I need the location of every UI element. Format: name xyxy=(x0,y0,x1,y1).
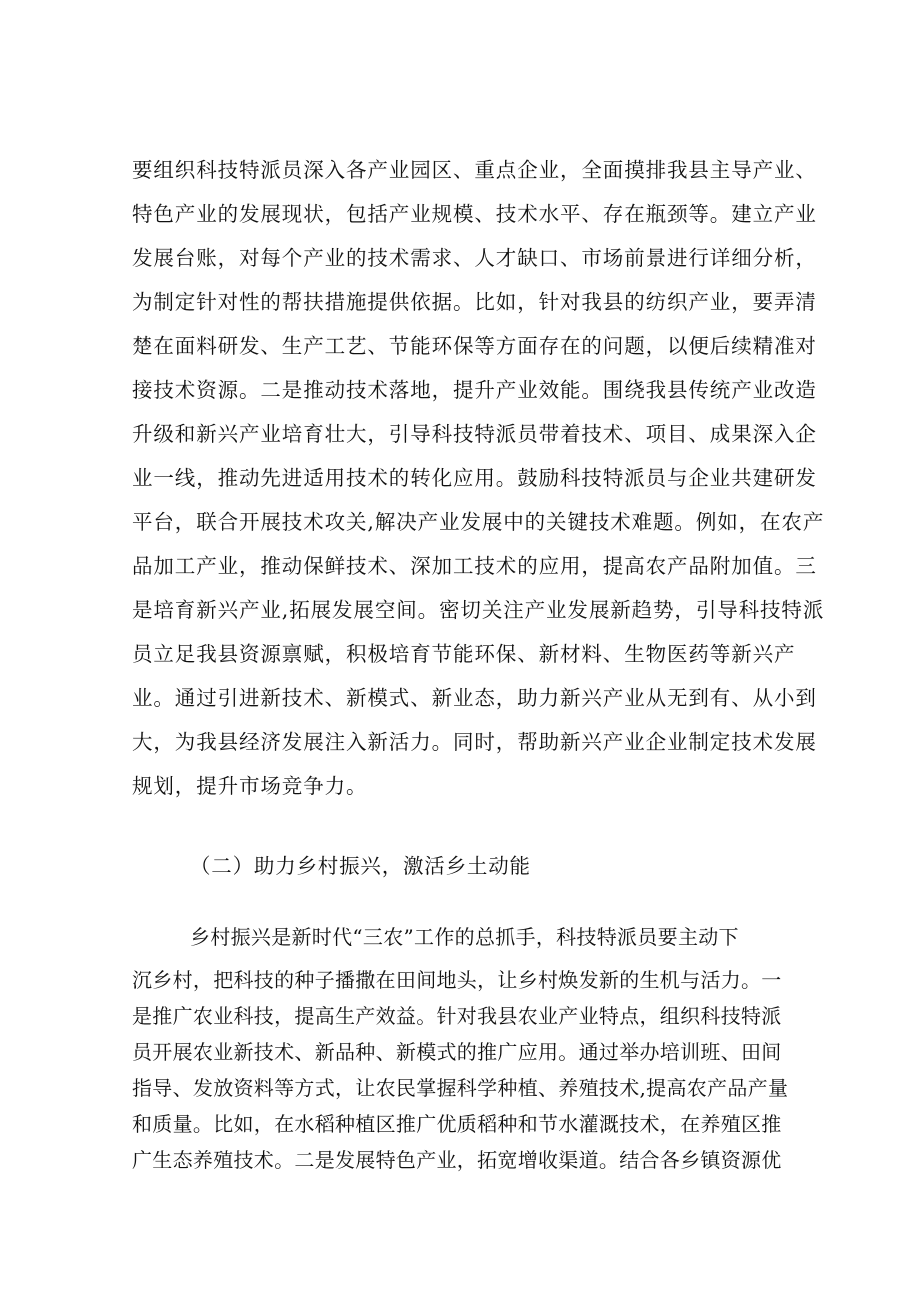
text-line: 业。通过引进新技术、新模式、新业态，助力新兴产业从无到有、从小到 xyxy=(132,686,817,710)
text-line: 楚在面料研发、生产工艺、节能环保等方面存在的问题，以便后续精准对 xyxy=(132,334,817,358)
text-line: 品加工产业，推动保鲜技术、深加工技术的应用，提高农产品附加值。三 xyxy=(132,554,817,578)
section-heading: （二）助力乡村振兴，激活乡土动能 xyxy=(190,854,531,878)
text-line: 特色产业的发展现状，包括产业规模、技术水平、存在瓶颈等。建立产业 xyxy=(132,202,817,226)
text-line: 规划，提升市场竞争力。 xyxy=(132,774,368,798)
text-line: 要组织科技特派员深入各产业园区、重点企业，全面摸排我县主导产业、 xyxy=(132,158,817,182)
text-line: 接技术资源。二是推动技术落地，提升产业效能。围绕我县传统产业改造 xyxy=(132,378,817,402)
text-line: 大，为我县经济发展注入新活力。同时，帮助新兴产业企业制定技术发展 xyxy=(132,730,817,754)
text-line: 平台，联合开展技术攻关,解决产业发展中的关键技术难题。例如，在农产 xyxy=(132,510,825,534)
text-line: 乡村振兴是新时代“三农”工作的总抓手，科技特派员要主动下 xyxy=(190,925,739,949)
text-line: 沉乡村，把科技的种子播撒在田间地头，让乡村焕发新的生机与活力。一 xyxy=(132,968,782,992)
text-line: 为制定针对性的帮扶措施提供依据。比如，针对我县的纺织产业，要弄清 xyxy=(132,290,817,314)
text-line: 员立足我县资源禀赋，积极培育节能环保、新材料、生物医药等新兴产 xyxy=(132,642,796,666)
text-line: 是推广农业科技，提高生产效益。针对我县农业产业特点，组织科技特派 xyxy=(132,1004,782,1028)
text-line: 升级和新兴产业培育壮大，引导科技特派员带着技术、项目、成果深入企 xyxy=(132,422,817,446)
text-line: 和质量。比如，在水稻种植区推广优质稻种和节水灌溉技术，在养殖区推 xyxy=(132,1112,782,1136)
text-line: 发展台账，对每个产业的技术需求、人才缺口、市场前景进行详细分析， xyxy=(132,246,817,270)
text-line: 员开展农业新技术、新品种、新模式的推广应用。通过举办培训班、田间 xyxy=(132,1040,782,1064)
text-line: 是培育新兴产业,拓展发展空间。密切关注产业发展新趋势，引导科技特派 xyxy=(132,598,825,622)
text-line: 指导、发放资料等方式，让农民掌握科学种植、养殖技术,提高农产品产量 xyxy=(132,1076,789,1100)
text-line: 广生态养殖技术。二是发展特色产业，拓宽增收渠道。结合各乡镇资源优 xyxy=(132,1148,782,1172)
text-line: 业一线，推动先进适用技术的转化应用。鼓励科技特派员与企业共建研发 xyxy=(132,466,817,490)
